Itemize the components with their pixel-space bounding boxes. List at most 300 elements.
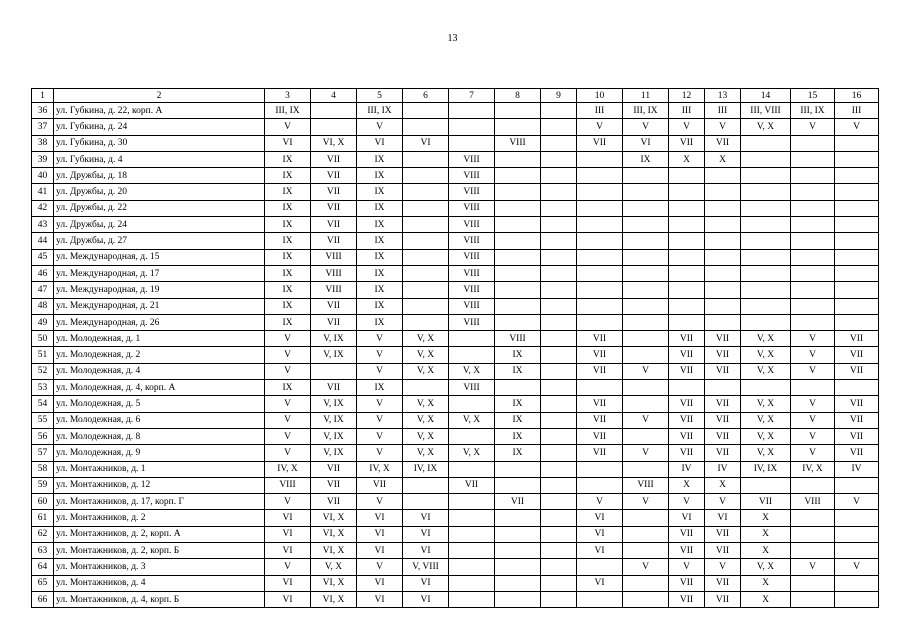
table-row [32,380,879,396]
column-number-cell: 7 [449,89,495,103]
value-cell: VII [669,526,705,542]
value-cell: VI [357,510,403,526]
value-cell [495,184,541,200]
value-cell: V [265,428,311,444]
value-cell [495,526,541,542]
value-cell [403,249,449,265]
value-cell [541,461,577,477]
value-cell: IX [623,151,669,167]
value-cell: IX [357,200,403,216]
row-number-cell: 45 [32,249,54,265]
value-cell: IX [265,217,311,233]
value-cell [541,396,577,412]
table-row [32,249,879,265]
value-cell: VII [577,396,623,412]
value-cell: VII [669,428,705,444]
value-cell: V [357,412,403,428]
address-cell: ул. Международная, д. 21 [54,298,265,314]
value-cell: IV, IX [403,461,449,477]
table-row [32,103,879,119]
value-cell: VI, X [311,543,357,559]
value-cell: VIII [449,217,495,233]
value-cell: VII [577,135,623,151]
column-number-cell: 1 [32,89,54,103]
value-cell [623,396,669,412]
value-cell [791,575,835,591]
value-cell [541,168,577,184]
value-cell [835,151,879,167]
value-cell [791,200,835,216]
value-cell: IV, X [357,461,403,477]
value-cell: VII [311,217,357,233]
value-cell: V [265,347,311,363]
value-cell [403,103,449,119]
value-cell: IX [265,265,311,281]
table-row [32,168,879,184]
value-cell: VIII [311,282,357,298]
value-cell: IV [835,461,879,477]
value-cell [541,282,577,298]
value-cell: IX [265,168,311,184]
value-cell: V, X [403,363,449,379]
value-cell: VI [577,543,623,559]
value-cell [623,184,669,200]
table-header-row [32,89,879,103]
value-cell: VIII [311,265,357,281]
value-cell [541,217,577,233]
value-cell: VII [311,200,357,216]
value-cell [449,526,495,542]
value-cell [835,314,879,330]
column-number-cell: 15 [791,89,835,103]
value-cell [741,151,791,167]
value-cell [669,233,705,249]
value-cell [623,282,669,298]
value-cell: V [265,494,311,510]
value-cell: VIII [449,200,495,216]
value-cell [495,217,541,233]
value-cell: V, X [741,445,791,461]
value-cell [577,151,623,167]
value-cell: V [265,445,311,461]
value-cell: V [265,396,311,412]
value-cell [705,282,741,298]
value-cell [623,217,669,233]
value-cell: VII [311,380,357,396]
address-cell: ул. Губкина, д. 24 [54,119,265,135]
column-number-cell: 5 [357,89,403,103]
value-cell: VIII [449,168,495,184]
value-cell [791,477,835,493]
column-number-cell: 4 [311,89,357,103]
value-cell [449,331,495,347]
value-cell [403,119,449,135]
value-cell: X [741,526,791,542]
value-cell: VII [669,543,705,559]
value-cell: VII [669,347,705,363]
value-cell: IV, IX [741,461,791,477]
value-cell: IX [265,200,311,216]
value-cell: VII [669,331,705,347]
value-cell: VI [265,510,311,526]
value-cell: IV [669,461,705,477]
value-cell: V, X [741,363,791,379]
value-cell [741,282,791,298]
value-cell: III, IX [265,103,311,119]
value-cell [403,265,449,281]
value-cell [669,265,705,281]
value-cell: VII [311,168,357,184]
value-cell [669,217,705,233]
value-cell: VII [311,233,357,249]
value-cell: IX [357,380,403,396]
address-cell: ул. Молодежная, д. 9 [54,445,265,461]
value-cell: VII [669,363,705,379]
value-cell [835,510,879,526]
column-number-cell: 13 [705,89,741,103]
value-cell [311,119,357,135]
value-cell: VIII [449,314,495,330]
value-cell [791,282,835,298]
value-cell [541,559,577,575]
value-cell: VII [705,363,741,379]
table-row [32,314,879,330]
row-number-cell: 38 [32,135,54,151]
schedule-table [31,88,879,608]
value-cell [791,380,835,396]
value-cell: III [705,103,741,119]
value-cell [623,347,669,363]
row-number-cell: 58 [32,461,54,477]
value-cell [577,233,623,249]
value-cell: X [669,477,705,493]
value-cell [577,380,623,396]
value-cell: V [835,119,879,135]
table-row [32,184,879,200]
value-cell: VI, X [311,526,357,542]
value-cell: IX [265,151,311,167]
value-cell: VI [357,135,403,151]
value-cell [835,380,879,396]
value-cell: IX [357,282,403,298]
value-cell [669,314,705,330]
value-cell [623,314,669,330]
value-cell [449,119,495,135]
value-cell [495,559,541,575]
value-cell: VII [705,543,741,559]
value-cell: V, IX [311,331,357,347]
value-cell: V [265,119,311,135]
value-cell [495,510,541,526]
value-cell: IX [265,380,311,396]
value-cell: V, VIII [403,559,449,575]
row-number-cell: 49 [32,314,54,330]
row-number-cell: 63 [32,543,54,559]
row-number-cell: 51 [32,347,54,363]
value-cell: VII [311,477,357,493]
value-cell: VII [835,363,879,379]
value-cell [741,314,791,330]
value-cell [623,591,669,607]
row-number-cell: 59 [32,477,54,493]
value-cell: VI [669,510,705,526]
value-cell: VII [577,347,623,363]
value-cell [791,591,835,607]
value-cell [835,543,879,559]
value-cell [741,298,791,314]
value-cell [623,233,669,249]
value-cell [495,298,541,314]
table-row [32,412,879,428]
value-cell: V, X [403,445,449,461]
value-cell [541,119,577,135]
value-cell: VI [623,135,669,151]
value-cell [403,282,449,298]
value-cell [741,477,791,493]
value-cell [705,380,741,396]
value-cell: X [705,477,741,493]
row-number-cell: 43 [32,217,54,233]
value-cell: VI [265,591,311,607]
value-cell: III, VIII [741,103,791,119]
address-cell: ул. Монтажников, д. 2, корп. Б [54,543,265,559]
value-cell: VII [669,412,705,428]
value-cell: V, IX [311,396,357,412]
address-cell: ул. Монтажников, д. 1 [54,461,265,477]
value-cell: VII [311,494,357,510]
address-cell: ул. Губкина, д. 4 [54,151,265,167]
value-cell [541,135,577,151]
row-number-cell: 39 [32,151,54,167]
value-cell [835,526,879,542]
value-cell [449,135,495,151]
value-cell [541,103,577,119]
table-row [32,331,879,347]
row-number-cell: 65 [32,575,54,591]
value-cell [541,331,577,347]
value-cell: X [705,151,741,167]
value-cell: V [791,119,835,135]
value-cell: V, X [449,363,495,379]
row-number-cell: 42 [32,200,54,216]
value-cell: VII [311,184,357,200]
address-cell: ул. Монтажников, д. 17, корп. Г [54,494,265,510]
table-row [32,396,879,412]
column-number-cell: 10 [577,89,623,103]
row-number-cell: 57 [32,445,54,461]
value-cell: III, IX [623,103,669,119]
value-cell [541,494,577,510]
value-cell: V [357,428,403,444]
value-cell [835,200,879,216]
table-row [32,575,879,591]
value-cell: V, IX [311,445,357,461]
value-cell: IX [265,249,311,265]
value-cell: VII [705,428,741,444]
row-number-cell: 55 [32,412,54,428]
value-cell: VII [741,494,791,510]
value-cell: VI [265,135,311,151]
row-number-cell: 40 [32,168,54,184]
value-cell: V [357,331,403,347]
row-number-cell: 46 [32,265,54,281]
value-cell: IV [705,461,741,477]
value-cell: VIII [495,331,541,347]
value-cell: VIII [623,477,669,493]
value-cell [449,559,495,575]
value-cell [623,575,669,591]
value-cell [449,575,495,591]
value-cell: VII [577,331,623,347]
value-cell [495,119,541,135]
address-cell: ул. Монтажников, д. 12 [54,477,265,493]
address-cell: ул. Губкина, д. 22, корп. А [54,103,265,119]
value-cell: VI [357,543,403,559]
value-cell: V, IX [311,428,357,444]
value-cell [791,151,835,167]
value-cell: VII [835,396,879,412]
table-row [32,445,879,461]
value-cell [623,510,669,526]
address-cell: ул. Международная, д. 15 [54,249,265,265]
value-cell [705,233,741,249]
value-cell: IV, X [791,461,835,477]
value-cell: V [357,494,403,510]
value-cell: V [791,428,835,444]
value-cell [577,217,623,233]
value-cell: VI, X [311,575,357,591]
table-row [32,151,879,167]
value-cell [449,396,495,412]
value-cell: VIII [449,265,495,281]
value-cell: IX [357,168,403,184]
value-cell: VIII [449,249,495,265]
value-cell: VII [705,412,741,428]
value-cell [835,184,879,200]
value-cell: V, IX [311,412,357,428]
value-cell [541,265,577,281]
value-cell: IX [265,298,311,314]
value-cell [835,298,879,314]
value-cell [449,494,495,510]
value-cell: VIII [311,249,357,265]
value-cell [541,445,577,461]
value-cell [835,477,879,493]
value-cell [705,265,741,281]
value-cell [541,363,577,379]
value-cell: V [669,494,705,510]
value-cell [623,428,669,444]
table-row [32,428,879,444]
value-cell: V [669,119,705,135]
value-cell: VII [669,575,705,591]
column-number-cell: 2 [54,89,265,103]
address-cell: ул. Монтажников, д. 2, корп. А [54,526,265,542]
address-cell: ул. Дружбы, д. 27 [54,233,265,249]
value-cell [669,184,705,200]
value-cell [741,200,791,216]
value-cell: VII [311,314,357,330]
value-cell: VI [403,510,449,526]
value-cell [623,543,669,559]
row-number-cell: 37 [32,119,54,135]
value-cell: VII [705,347,741,363]
value-cell [577,184,623,200]
column-number-cell: 8 [495,89,541,103]
row-number-cell: 36 [32,103,54,119]
value-cell: VII [705,591,741,607]
value-cell: VII [705,396,741,412]
address-cell: ул. Монтажников, д. 4 [54,575,265,591]
value-cell: V [791,412,835,428]
value-cell: V, X [403,347,449,363]
value-cell [577,249,623,265]
value-cell: IX [265,282,311,298]
value-cell: V [357,445,403,461]
value-cell [495,543,541,559]
value-cell [403,217,449,233]
table-row [32,591,879,607]
value-cell [791,217,835,233]
value-cell: VIII [495,135,541,151]
value-cell [311,103,357,119]
value-cell [577,477,623,493]
value-cell [705,217,741,233]
value-cell: VI [705,510,741,526]
value-cell: V [791,347,835,363]
value-cell [495,265,541,281]
value-cell [495,461,541,477]
address-cell: ул. Губкина, д. 30 [54,135,265,151]
value-cell [403,200,449,216]
row-number-cell: 53 [32,380,54,396]
address-cell: ул. Молодежная, д. 1 [54,331,265,347]
value-cell: IV, X [265,461,311,477]
value-cell [669,249,705,265]
value-cell: X [741,575,791,591]
value-cell [705,249,741,265]
value-cell: III [835,103,879,119]
value-cell [541,184,577,200]
value-cell [623,331,669,347]
value-cell [577,461,623,477]
value-cell: IX [357,314,403,330]
value-cell: VII [705,135,741,151]
column-number-cell: 9 [541,89,577,103]
value-cell [449,591,495,607]
value-cell [623,298,669,314]
value-cell [741,168,791,184]
value-cell: V [705,119,741,135]
table-row [32,543,879,559]
row-number-cell: 66 [32,591,54,607]
table-row [32,119,879,135]
value-cell [577,168,623,184]
value-cell [835,265,879,281]
value-cell [541,591,577,607]
value-cell [495,249,541,265]
address-cell: ул. Международная, д. 26 [54,314,265,330]
table-row [32,298,879,314]
value-cell: V, X [741,331,791,347]
value-cell: V [623,494,669,510]
row-number-cell: 50 [32,331,54,347]
value-cell [541,233,577,249]
value-cell [623,265,669,281]
value-cell [495,380,541,396]
value-cell [705,184,741,200]
value-cell [403,494,449,510]
